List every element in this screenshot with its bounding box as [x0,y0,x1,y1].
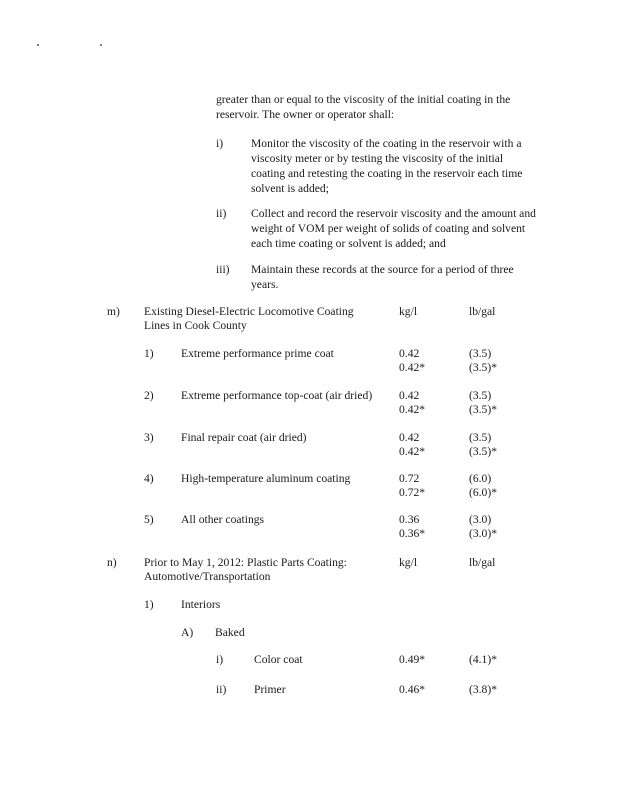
row-name: Color coat [254,653,303,666]
item-kg-value: 0.42* [399,361,426,374]
item-kg-value: 0.42 [399,431,420,444]
item-lb-value: (3.5)* [469,445,498,458]
subsubsection-label: Baked [215,626,245,639]
item-lb-value: (3.5) [469,389,492,402]
item-lb-value: (6.0) [469,472,492,485]
row-number: ii) [216,683,227,696]
section-n-title-line-1: Prior to May 1, 2012: Plastic Parts Coating: [144,556,347,569]
section-m-unit-kg: kg/l [399,305,418,318]
requirement-number: i) [216,137,224,150]
item-name: All other coatings [181,513,265,526]
subsubsection-number: A) [181,626,194,639]
intro-line-2: reservoir. The owner or operator shall: [216,108,395,121]
item-kg-value: 0.36 [399,513,420,526]
section-m-title-line-1: Existing Diesel-Electric Locomotive Coating [144,305,354,318]
item-kg-value: 0.36* [399,527,426,540]
requirement-number: ii) [216,207,227,220]
item-lb-value: (3.5) [469,347,492,360]
item-number: 4) [144,472,154,485]
item-lb-value: (3.5)* [469,403,498,416]
item-lb-value: (3.0) [469,513,492,526]
item-name: Final repair coat (air dried) [181,431,307,444]
requirement-text: Maintain these records at the source for a period of three years. [251,263,514,291]
section-n-unit-lb: lb/gal [469,556,496,569]
item-lb-value: (3.5) [469,431,492,444]
section-m-label: m) [107,305,120,318]
item-number: 3) [144,431,154,444]
intro-line-1: greater than or equal to the viscosity of the initial coating in the [216,93,511,106]
item-kg-value: 0.42* [399,403,426,416]
item-name: Extreme performance prime coat [181,347,334,360]
row-kg-value: 0.46* [399,683,426,696]
item-kg-value: 0.72 [399,472,420,485]
item-name: Extreme performance top-coat (air dried) [181,389,373,402]
scan-speck [100,44,102,46]
requirement-text: Monitor the viscosity of the coating in the reservoir with a viscosity meter or by testing the viscosity of the initial coating and retesting the coating in the reservoir each time solvent is added; [251,137,523,195]
section-m-unit-lb: lb/gal [469,305,496,318]
requirement-number: iii) [216,263,230,276]
item-kg-value: 0.42 [399,389,420,402]
item-name: High-temperature aluminum coating [181,472,351,485]
item-lb-value: (3.5)* [469,361,498,374]
row-number: i) [216,653,224,666]
section-n-label: n) [107,556,117,569]
item-lb-value: (3.0)* [469,527,498,540]
item-lb-value: (6.0)* [469,486,498,499]
requirement-text: Collect and record the reservoir viscosity and the amount and weight of VOM per weight of solids of coating and solvent each time coating or solvent is added; and [251,207,536,250]
scan-speck [37,44,39,46]
item-kg-value: 0.72* [399,486,426,499]
row-lb-value: (4.1)* [469,653,498,666]
row-lb-value: (3.8)* [469,683,498,696]
section-m-title-line-2: Lines in Cook County [144,319,247,332]
section-n-unit-kg: kg/l [399,556,418,569]
item-number: 1) [144,347,154,360]
section-n-title-line-2: Automotive/Transportation [144,570,271,583]
subsection-number: 1) [144,598,154,611]
row-kg-value: 0.49* [399,653,426,666]
item-number: 2) [144,389,154,402]
item-number: 5) [144,513,154,526]
item-kg-value: 0.42* [399,445,426,458]
subsection-label: Interiors [181,598,221,611]
row-name: Primer [254,683,286,696]
item-kg-value: 0.42 [399,347,420,360]
